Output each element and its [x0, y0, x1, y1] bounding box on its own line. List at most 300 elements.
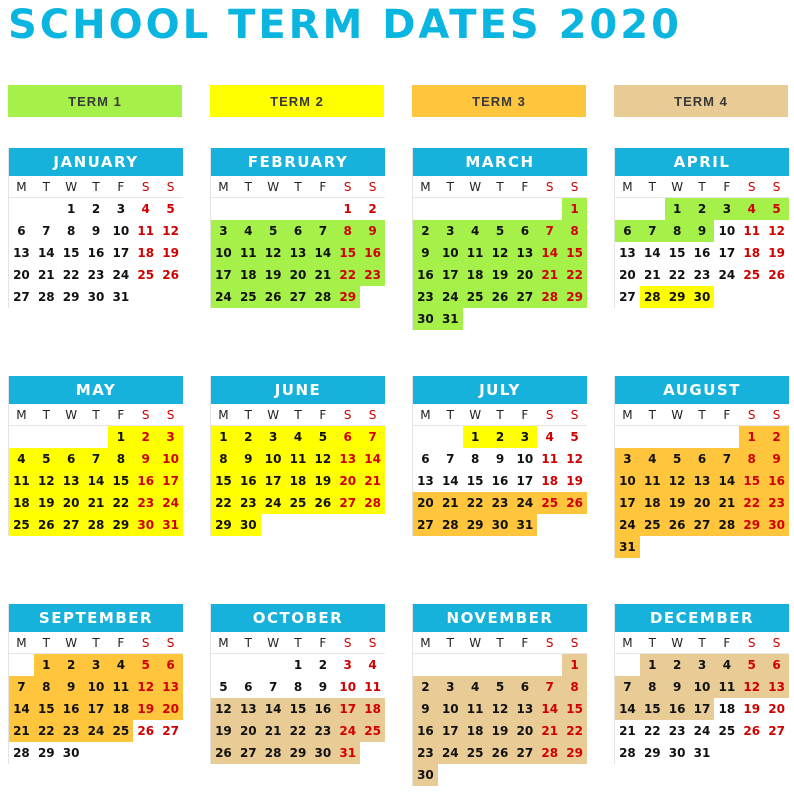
- weekday-header-row: [615, 404, 789, 426]
- day-cell: 20: [158, 698, 183, 720]
- day-cell: 7: [714, 448, 739, 470]
- weekday-label: T: [42, 180, 50, 194]
- empty-day-cell: [158, 286, 183, 308]
- day-cell: 10: [516, 452, 534, 466]
- day-cell: 1: [211, 426, 236, 448]
- week-row: [211, 514, 385, 536]
- day-cell: 9: [360, 220, 385, 242]
- day-cell: 24: [438, 286, 463, 308]
- day-cell: 23: [133, 492, 158, 514]
- weekday-header-row: [413, 632, 587, 654]
- day-cell: 30: [310, 742, 335, 764]
- day-cell: 10: [718, 224, 736, 238]
- empty-day-cell: [640, 426, 665, 448]
- week-row: [211, 698, 385, 720]
- weekday-label: M: [622, 180, 633, 194]
- day-cell: 5: [570, 430, 579, 444]
- day-cell: 21: [438, 492, 463, 514]
- empty-day-cell: [488, 308, 513, 330]
- day-cell: 26: [261, 286, 286, 308]
- day-cell: 11: [236, 242, 261, 264]
- day-cell: 23: [413, 286, 438, 308]
- day-cell: 27: [162, 724, 179, 738]
- day-cell: 20: [236, 720, 261, 742]
- weekday-header-row: [413, 404, 587, 426]
- week-row: [9, 470, 183, 492]
- weekday-label: F: [319, 408, 327, 422]
- day-cell: 23: [693, 268, 711, 282]
- day-cell: 9: [91, 224, 101, 238]
- day-cell: 13: [764, 676, 789, 698]
- day-cell: 24: [158, 492, 183, 514]
- day-cell: 4: [739, 198, 764, 220]
- day-cell: 30: [488, 514, 513, 536]
- week-row: [615, 514, 789, 536]
- weekday-header-row: [9, 176, 183, 198]
- week-row: [9, 514, 183, 536]
- weekday-label: T: [92, 408, 100, 422]
- day-cell: 31: [158, 514, 183, 536]
- day-cell: 5: [166, 202, 175, 216]
- day-cell: 10: [158, 448, 183, 470]
- day-cell: 12: [162, 224, 179, 238]
- empty-day-cell: [84, 742, 109, 764]
- day-cell: 8: [665, 220, 690, 242]
- day-cell: 8: [66, 224, 76, 238]
- empty-day-cell: [512, 308, 537, 330]
- day-cell: 11: [640, 470, 665, 492]
- day-cell: 7: [615, 676, 640, 698]
- day-cell: 16: [413, 720, 438, 742]
- day-cell: 6: [764, 654, 789, 676]
- weekday-label: S: [343, 408, 352, 422]
- day-cell: 18: [718, 702, 736, 716]
- day-cell: 25: [108, 720, 133, 742]
- day-cell: 13: [690, 470, 715, 492]
- day-cell: 26: [310, 492, 335, 514]
- day-cell: 2: [368, 202, 377, 216]
- day-cell: 1: [562, 654, 587, 676]
- day-cell: 15: [286, 698, 311, 720]
- day-cell: 17: [335, 698, 360, 720]
- week-row: [9, 676, 183, 698]
- weekday-label: S: [141, 408, 150, 422]
- day-cell: 6: [158, 654, 183, 676]
- day-cell: 31: [615, 536, 640, 558]
- week-row: [9, 654, 183, 676]
- day-cell: 13: [286, 242, 311, 264]
- weekday-label: S: [570, 636, 579, 650]
- term-1-bar: [8, 85, 182, 117]
- week-row: [413, 470, 587, 492]
- weekday-label: W: [671, 408, 684, 422]
- week-row: [9, 448, 183, 470]
- weekday-label: S: [166, 408, 175, 422]
- empty-day-cell: [488, 198, 513, 220]
- day-cell: 25: [718, 724, 736, 738]
- week-row: [9, 492, 183, 514]
- day-cell: 11: [137, 224, 155, 238]
- day-cell: 18: [743, 246, 761, 260]
- day-cell: 15: [640, 698, 665, 720]
- weekday-label: T: [92, 636, 100, 650]
- day-cell: 14: [9, 698, 34, 720]
- day-cell: 6: [244, 680, 253, 694]
- day-cell: 1: [66, 202, 76, 216]
- day-cell: 10: [84, 676, 109, 698]
- weekday-label: M: [16, 180, 27, 194]
- day-cell: 12: [261, 242, 286, 264]
- day-cell: 8: [739, 448, 764, 470]
- day-cell: 17: [112, 246, 130, 260]
- day-cell: 26: [743, 724, 761, 738]
- empty-day-cell: [537, 514, 562, 536]
- weekday-label: S: [368, 636, 377, 650]
- weekday-label: M: [420, 636, 431, 650]
- day-cell: 29: [562, 286, 587, 308]
- weekday-label: F: [723, 408, 731, 422]
- day-cell: 3: [690, 654, 715, 676]
- day-cell: 15: [211, 470, 236, 492]
- day-cell: 3: [261, 426, 286, 448]
- weekday-label: F: [521, 636, 529, 650]
- week-row: [413, 308, 587, 330]
- day-cell: 22: [562, 264, 587, 286]
- empty-day-cell: [84, 426, 109, 448]
- week-row: [413, 242, 587, 264]
- day-cell: 28: [84, 514, 109, 536]
- week-row: [413, 676, 587, 698]
- day-cell: 22: [211, 492, 236, 514]
- empty-day-cell: [34, 198, 59, 220]
- day-cell: 19: [261, 264, 286, 286]
- day-cell: 7: [446, 452, 455, 466]
- day-cell: 30: [62, 746, 80, 760]
- week-row: [9, 720, 183, 742]
- empty-day-cell: [615, 654, 640, 676]
- weekday-label: M: [218, 408, 229, 422]
- day-cell: 7: [268, 680, 278, 694]
- weekday-label: M: [16, 408, 27, 422]
- empty-day-cell: [512, 654, 537, 676]
- day-cell: 17: [84, 698, 109, 720]
- empty-day-cell: [211, 198, 236, 220]
- day-cell: 2: [665, 654, 690, 676]
- day-cell: 3: [343, 658, 352, 672]
- day-cell: 1: [463, 426, 488, 448]
- term-4-bar: [614, 85, 788, 117]
- day-cell: 26: [137, 724, 155, 738]
- term-2-label: TERM 2: [270, 93, 324, 109]
- day-cell: 18: [640, 492, 665, 514]
- day-cell: 6: [512, 220, 537, 242]
- empty-day-cell: [438, 426, 463, 448]
- day-cell: 4: [545, 430, 554, 444]
- empty-day-cell: [488, 764, 513, 786]
- month-march: [412, 148, 587, 330]
- day-cell: 19: [34, 492, 59, 514]
- day-cell: 14: [261, 698, 286, 720]
- day-cell: 5: [739, 654, 764, 676]
- day-cell: 27: [768, 724, 785, 738]
- day-cell: 16: [236, 470, 261, 492]
- day-cell: 23: [310, 720, 335, 742]
- weekday-header-row: [615, 632, 789, 654]
- week-row: [615, 448, 789, 470]
- day-cell: 28: [310, 286, 335, 308]
- week-row: [413, 448, 587, 470]
- day-cell: 7: [537, 220, 562, 242]
- day-cell: 15: [34, 698, 59, 720]
- week-row: [615, 536, 789, 558]
- empty-day-cell: [562, 764, 587, 786]
- day-cell: 18: [137, 246, 155, 260]
- day-cell: 19: [665, 492, 690, 514]
- empty-day-cell: [261, 198, 286, 220]
- day-cell: 21: [261, 720, 286, 742]
- day-cell: 30: [690, 286, 715, 308]
- day-cell: 25: [9, 514, 34, 536]
- day-cell: 17: [438, 264, 463, 286]
- empty-day-cell: [512, 198, 537, 220]
- week-row: [413, 698, 587, 720]
- weekday-label: M: [218, 636, 229, 650]
- empty-day-cell: [714, 286, 739, 308]
- day-cell: 27: [512, 286, 537, 308]
- day-cell: 17: [158, 470, 183, 492]
- weekday-label: M: [622, 408, 633, 422]
- day-cell: 22: [34, 720, 59, 742]
- week-row: [615, 720, 789, 742]
- week-row: [615, 470, 789, 492]
- weekday-header-row: [615, 176, 789, 198]
- day-cell: 16: [413, 264, 438, 286]
- day-cell: 1: [640, 654, 665, 676]
- empty-day-cell: [9, 426, 34, 448]
- weekday-header-row: [9, 404, 183, 426]
- day-cell: 11: [714, 676, 739, 698]
- day-cell: 14: [441, 474, 459, 488]
- empty-day-cell: [261, 514, 286, 536]
- empty-day-cell: [9, 198, 34, 220]
- day-cell: 23: [413, 742, 438, 764]
- week-row: [413, 264, 587, 286]
- day-cell: 16: [59, 698, 84, 720]
- day-cell: 18: [463, 264, 488, 286]
- term-3-bar: [412, 85, 586, 117]
- day-cell: 10: [112, 224, 130, 238]
- week-row: [9, 220, 183, 242]
- day-cell: 7: [640, 220, 665, 242]
- day-cell: 28: [37, 290, 55, 304]
- week-row: [9, 426, 183, 448]
- empty-day-cell: [562, 514, 587, 536]
- week-row: [9, 698, 183, 720]
- day-cell: 10: [438, 698, 463, 720]
- day-cell: 1: [343, 202, 352, 216]
- week-row: [211, 742, 385, 764]
- weekday-label: S: [545, 408, 554, 422]
- day-cell: 23: [668, 724, 686, 738]
- day-cell: 29: [108, 514, 133, 536]
- day-cell: 27: [619, 290, 636, 304]
- weekday-label: W: [469, 408, 482, 422]
- day-cell: 15: [562, 698, 587, 720]
- day-cell: 24: [693, 724, 711, 738]
- day-cell: 31: [438, 308, 463, 330]
- empty-day-cell: [286, 198, 311, 220]
- week-row: [413, 198, 587, 220]
- month-december: [614, 604, 789, 764]
- empty-day-cell: [133, 742, 158, 764]
- day-cell: 10: [438, 242, 463, 264]
- day-cell: 17: [516, 474, 534, 488]
- weekday-label: W: [267, 408, 280, 422]
- day-cell: 28: [640, 286, 665, 308]
- day-cell: 26: [211, 742, 236, 764]
- month-header: JUNE: [211, 376, 385, 404]
- day-cell: 14: [615, 698, 640, 720]
- week-row: [9, 742, 183, 764]
- day-cell: 14: [37, 246, 55, 260]
- day-cell: 4: [714, 654, 739, 676]
- week-row: [615, 264, 789, 286]
- day-cell: 1: [293, 658, 303, 672]
- week-row: [615, 492, 789, 514]
- day-cell: 19: [310, 470, 335, 492]
- day-cell: 19: [488, 720, 513, 742]
- day-cell: 22: [463, 492, 488, 514]
- day-cell: 26: [162, 268, 179, 282]
- empty-day-cell: [236, 654, 261, 676]
- day-cell: 8: [108, 448, 133, 470]
- day-cell: 18: [541, 474, 559, 488]
- day-cell: 8: [562, 676, 587, 698]
- empty-day-cell: [537, 308, 562, 330]
- day-cell: 21: [37, 268, 55, 282]
- day-cell: 15: [668, 246, 686, 260]
- day-cell: 11: [463, 698, 488, 720]
- week-row: [413, 492, 587, 514]
- day-cell: 8: [335, 220, 360, 242]
- day-cell: 6: [17, 224, 26, 238]
- day-cell: 19: [211, 720, 236, 742]
- weekday-label: T: [446, 180, 454, 194]
- day-cell: 14: [714, 470, 739, 492]
- weekday-label: W: [267, 180, 280, 194]
- week-row: [615, 676, 789, 698]
- weekday-label: F: [521, 408, 529, 422]
- day-cell: 30: [413, 308, 438, 330]
- week-row: [413, 220, 587, 242]
- day-cell: 7: [9, 676, 34, 698]
- day-cell: 27: [512, 742, 537, 764]
- day-cell: 30: [668, 746, 686, 760]
- week-row: [9, 286, 183, 308]
- day-cell: 14: [310, 242, 335, 264]
- month-header: MARCH: [413, 148, 587, 176]
- weekday-header-row: [211, 176, 385, 198]
- day-cell: 26: [768, 268, 785, 282]
- day-cell: 14: [360, 448, 385, 470]
- day-cell: 4: [141, 202, 150, 216]
- day-cell: 13: [512, 242, 537, 264]
- day-cell: 4: [640, 448, 665, 470]
- day-cell: 21: [9, 720, 34, 742]
- week-row: [211, 242, 385, 264]
- day-cell: 20: [768, 702, 785, 716]
- day-cell: 21: [537, 264, 562, 286]
- empty-day-cell: [34, 426, 59, 448]
- day-cell: 29: [37, 746, 55, 760]
- empty-day-cell: [438, 654, 463, 676]
- day-cell: 3: [438, 676, 463, 698]
- day-cell: 12: [133, 676, 158, 698]
- day-cell: 28: [261, 742, 286, 764]
- week-row: [615, 426, 789, 448]
- day-cell: 12: [310, 448, 335, 470]
- weekday-label: T: [496, 180, 504, 194]
- day-cell: 30: [236, 514, 261, 536]
- page-title: SCHOOL TERM DATES 2020: [8, 2, 682, 48]
- day-cell: 22: [62, 268, 80, 282]
- day-cell: 13: [236, 698, 261, 720]
- day-cell: 5: [488, 220, 513, 242]
- month-header: DECEMBER: [615, 604, 789, 632]
- weekday-label: T: [294, 408, 302, 422]
- week-row: [211, 286, 385, 308]
- empty-day-cell: [690, 536, 715, 558]
- weekday-label: S: [166, 636, 175, 650]
- day-cell: 2: [413, 676, 438, 698]
- day-cell: 7: [537, 676, 562, 698]
- day-cell: 7: [310, 220, 335, 242]
- empty-day-cell: [413, 198, 438, 220]
- day-cell: 24: [261, 492, 286, 514]
- day-cell: 9: [495, 452, 505, 466]
- day-cell: 19: [768, 246, 785, 260]
- weekday-label: T: [496, 636, 504, 650]
- day-cell: 11: [108, 676, 133, 698]
- day-cell: 12: [488, 242, 513, 264]
- day-cell: 12: [665, 470, 690, 492]
- day-cell: 12: [34, 470, 59, 492]
- day-cell: 8: [562, 220, 587, 242]
- weekday-label: T: [698, 180, 706, 194]
- week-row: [615, 742, 789, 764]
- weekday-label: T: [294, 636, 302, 650]
- weekday-label: W: [65, 180, 78, 194]
- empty-day-cell: [764, 536, 789, 558]
- weekday-label: S: [368, 408, 377, 422]
- month-july: [412, 376, 587, 536]
- day-cell: 24: [512, 492, 537, 514]
- weekday-label: W: [671, 180, 684, 194]
- empty-day-cell: [310, 514, 335, 536]
- day-cell: 12: [211, 698, 236, 720]
- day-cell: 24: [112, 268, 130, 282]
- day-cell: 6: [59, 448, 84, 470]
- term-2-bar: [210, 85, 384, 117]
- week-row: [615, 198, 789, 220]
- day-cell: 15: [335, 242, 360, 264]
- day-cell: 25: [640, 514, 665, 536]
- day-cell: 29: [463, 514, 488, 536]
- day-cell: 27: [13, 290, 30, 304]
- day-cell: 9: [764, 448, 789, 470]
- day-cell: 30: [133, 514, 158, 536]
- empty-day-cell: [562, 308, 587, 330]
